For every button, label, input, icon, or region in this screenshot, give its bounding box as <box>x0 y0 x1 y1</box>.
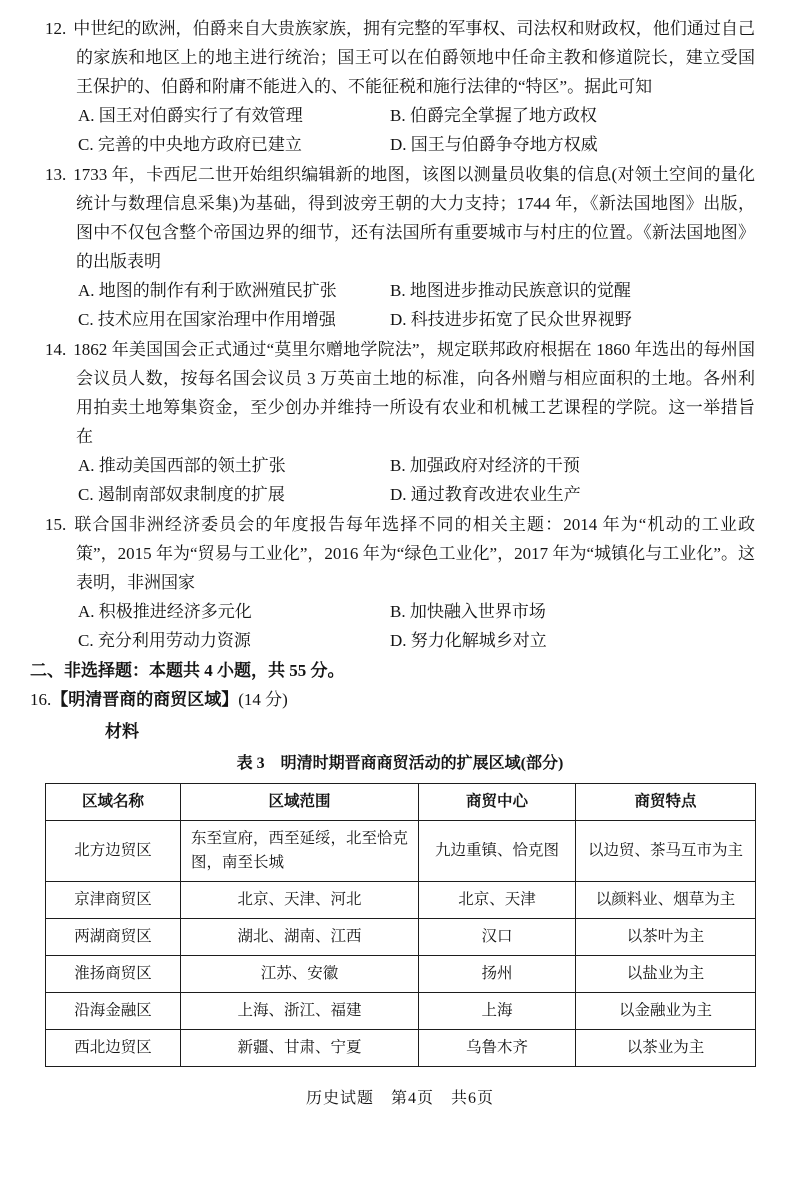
question-14 <box>45 335 755 509</box>
question-15-text: 联合国非洲经济委员会的年度报告每年选择不同的相关主题：2014 年为“机动的工业政策”，2015 年为“贸易与工业化”，2016 年为“绿色工业化”，2017 年为“城镇化与工业化”。这表明，非洲国家 <box>73 515 755 592</box>
option-row <box>78 597 755 626</box>
cell-region-range: 北京、天津、河北 <box>181 882 419 919</box>
cell-trade-feature: 以茶业为主 <box>576 1030 756 1067</box>
question-16-score: (14 分) <box>238 690 288 709</box>
question-14-option-d: D. 通过教育改进农业生产 <box>390 485 581 504</box>
table-row <box>46 919 756 956</box>
question-14-option-a: A. 推动美国西部的领土扩张 <box>78 456 286 475</box>
question-12-number: 12. <box>45 19 67 38</box>
cell-trade-center: 上海 <box>419 993 576 1030</box>
question-16-heading <box>30 685 755 714</box>
question-14-options <box>45 451 755 509</box>
cell-trade-feature: 以颜料业、烟草为主 <box>576 882 756 919</box>
question-13 <box>45 160 755 334</box>
question-14-option-c: C. 遏制南部奴隶制度的扩展 <box>78 485 285 504</box>
cell-region-name: 西北边贸区 <box>46 1030 181 1067</box>
cell-trade-feature: 以盐业为主 <box>576 956 756 993</box>
option-row <box>78 451 755 480</box>
column-header-trade-center: 商贸中心 <box>419 784 576 821</box>
cell-region-range: 湖北、湖南、江西 <box>181 919 419 956</box>
column-header-trade-feature: 商贸特点 <box>576 784 756 821</box>
table-row <box>46 882 756 919</box>
option-row <box>78 276 755 305</box>
cell-region-range: 东至宣府，西至延绥，北至恰克图，南至长城 <box>181 821 419 882</box>
question-12-text: 中世纪的欧洲，伯爵来自大贵族家族，拥有完整的军事权、司法权和财政权，他们通过自己的家族和地区上的地主进行统治；国王可以在伯爵领地中任命主教和修道院长，建立受国王保护的、伯爵和附庸不能进入的、不能征税和施行法律的“特区”。据此可知 <box>73 19 755 96</box>
material-label: 材料 <box>105 722 139 741</box>
cell-trade-feature: 以茶叶为主 <box>576 919 756 956</box>
cell-trade-center: 九边重镇、恰克图 <box>419 821 576 882</box>
exam-page <box>30 14 755 1113</box>
question-12-option-a: A. 国王对伯爵实行了有效管理 <box>78 106 303 125</box>
question-12 <box>45 14 755 159</box>
option-row <box>78 626 755 655</box>
cell-region-name: 沿海金融区 <box>46 993 181 1030</box>
question-14-number: 14. <box>45 340 67 359</box>
table-row <box>46 821 756 882</box>
question-12-options <box>45 101 755 159</box>
question-15-options <box>45 597 755 655</box>
question-14-stem <box>45 335 755 451</box>
question-15-option-b: B. 加快融入世界市场 <box>390 602 546 621</box>
section-2-header: 二、非选择题：本题共 4 小题，共 55 分。 <box>30 661 345 680</box>
column-header-region-range: 区域范围 <box>181 784 419 821</box>
cell-trade-feature: 以金融业为主 <box>576 993 756 1030</box>
question-12-option-b: B. 伯爵完全掌握了地方政权 <box>390 106 597 125</box>
question-13-text: 1733 年，卡西尼二世开始组织编辑新的地图，该图以测量员收集的信息(对领土空间的量化统计与数理信息采集)为基础，得到波旁王朝的大力支持；1744 年，《新法国地图》出版，图中不仅包含整个帝国边界的细节，还有法国所有重要城市与村庄的位置。《新法国地图》的出版表明 <box>73 165 755 271</box>
question-13-options <box>45 276 755 334</box>
cell-region-name: 北方边贸区 <box>46 821 181 882</box>
cell-trade-center: 北京、天津 <box>419 882 576 919</box>
table-row <box>46 1030 756 1067</box>
cell-trade-center: 扬州 <box>419 956 576 993</box>
question-16-number: 16. <box>30 690 52 709</box>
question-12-option-c: C. 完善的中央地方政府已建立 <box>78 135 302 154</box>
question-15 <box>45 510 755 655</box>
question-13-stem <box>45 160 755 276</box>
cell-trade-feature: 以边贸、茶马互市为主 <box>576 821 756 882</box>
question-15-option-d: D. 努力化解城乡对立 <box>390 631 547 650</box>
option-row <box>78 101 755 130</box>
question-15-option-a: A. 积极推进经济多元化 <box>78 602 252 621</box>
table-caption: 表 3 明清时期晋商商贸活动的扩展区域(部分) <box>236 755 564 772</box>
table-header-row <box>46 784 756 821</box>
question-13-option-a: A. 地图的制作有利于欧洲殖民扩张 <box>78 281 337 300</box>
table-row <box>46 956 756 993</box>
question-14-text: 1862 年美国国会正式通过“莫里尔赠地学院法”，规定联邦政府根据在 1860 年选出的每州国会议员人数，按每名国会议员 3 万英亩土地的标准，向各州赠与相应面积的土地。各州利用拍卖土地筹集资金，至少创办并维持一所设有农业和机械工艺课程的学院。这一举措旨在 <box>73 340 755 446</box>
option-row <box>78 480 755 509</box>
cell-region-name: 两湖商贸区 <box>46 919 181 956</box>
question-16-title: 【明清晋商的商贸区域】 <box>51 690 239 709</box>
trade-regions-table <box>45 783 756 1067</box>
question-13-option-d: D. 科技进步拓宽了民众世界视野 <box>390 310 632 329</box>
cell-region-name: 淮扬商贸区 <box>46 956 181 993</box>
question-12-option-d: D. 国王与伯爵争夺地方权威 <box>390 135 598 154</box>
column-header-region-name: 区域名称 <box>46 784 181 821</box>
cell-region-range: 江苏、安徽 <box>181 956 419 993</box>
question-15-option-c: C. 充分利用劳动力资源 <box>78 631 251 650</box>
question-15-number: 15. <box>45 515 67 534</box>
cell-trade-center: 汉口 <box>419 919 576 956</box>
cell-region-range: 新疆、甘肃、宁夏 <box>181 1030 419 1067</box>
question-12-stem <box>45 14 755 101</box>
question-13-option-b: B. 地图进步推动民族意识的觉醒 <box>390 281 631 300</box>
question-14-option-b: B. 加强政府对经济的干预 <box>390 456 580 475</box>
cell-region-name: 京津商贸区 <box>46 882 181 919</box>
option-row <box>78 305 755 334</box>
question-13-option-c: C. 技术应用在国家治理中作用增强 <box>78 310 336 329</box>
question-15-stem <box>45 510 755 597</box>
cell-trade-center: 乌鲁木齐 <box>419 1030 576 1067</box>
page-footer: 历史试题 第4页 共6页 <box>305 1090 494 1107</box>
question-13-number: 13. <box>45 165 67 184</box>
table-row <box>46 993 756 1030</box>
cell-region-range: 上海、浙江、福建 <box>181 993 419 1030</box>
option-row <box>78 130 755 159</box>
